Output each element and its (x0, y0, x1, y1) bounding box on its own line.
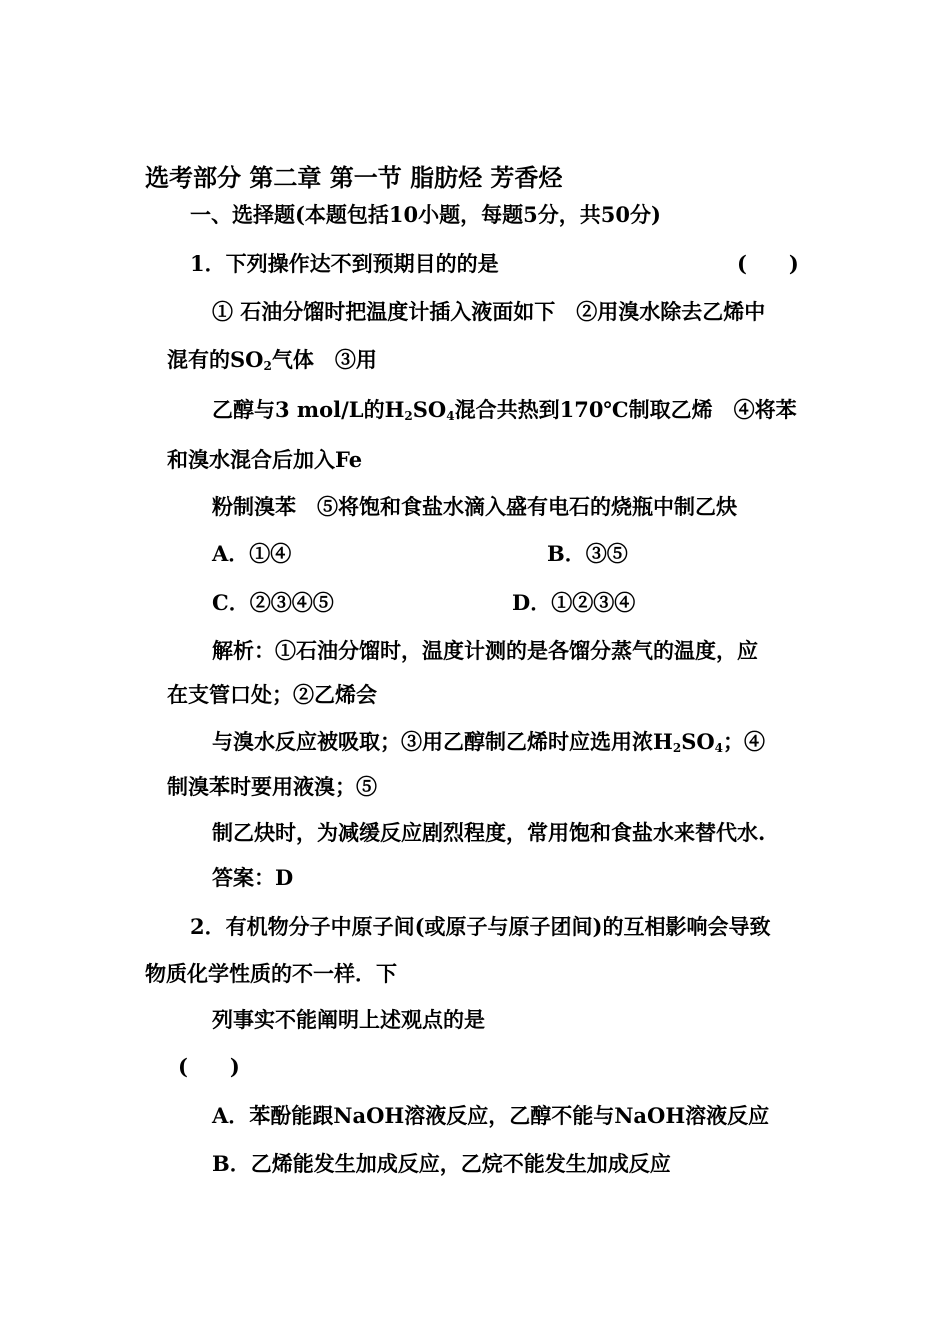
q1-line-3: 乙醇与3 mol/L的$H_2SO_4$混合共热到170℃制取乙烯 ④将苯 (212, 397, 797, 423)
q2-option-b: B．乙烯能发生加成反应，乙烷不能发生加成反应 (212, 1151, 671, 1176)
q1-explanation-5: 制乙炔时，为减缓反应剧烈程度，常用饱和食盐水来替代水. (212, 820, 766, 845)
section-heading: 一、选择题(本题包括10小题，每题5分，共50分) (190, 202, 661, 227)
q1-option-c: C．②③④⑤ (212, 590, 334, 615)
q1-line-2: 混有的$SO_2$气体 ③用 (167, 347, 377, 373)
q1-option-d: D．①②③④ (512, 590, 636, 615)
q1-explanation-2: 在支管口处；②乙烯会 (167, 682, 377, 707)
q2-option-a: A．苯酚能跟NaOH溶液反应，乙醇不能与NaOH溶液反应 (212, 1103, 770, 1128)
q1-line-1: ① 石油分馏时把温度计插入液面如下 ②用溴水除去乙烯中 (212, 299, 766, 324)
q1-answer-bracket: ( ) (737, 251, 799, 276)
q2-line-3: 列事实不能阐明上述观点的是 (212, 1007, 485, 1032)
q1-explanation-4: 制溴苯时要用液溴；⑤ (167, 774, 377, 799)
q1-line-5: 粉制溴苯 ⑤将饱和食盐水滴入盛有电石的烧瓶中制乙炔 (212, 494, 737, 519)
q1-explanation-3: 与溴水反应被吸取；③用乙醇制乙烯时应选用浓$H_2SO_4$；④ (212, 729, 766, 755)
q1-explanation-1: 解析：①石油分馏时，温度计测的是各馏分蒸气的温度，应 (212, 638, 758, 663)
q2-line-1: 2．有机物分子中原子间(或原子与原子团间)的互相影响会导致 (190, 914, 771, 939)
q1-line-4: 和溴水混合后加入Fe (167, 447, 363, 472)
page-title: 选考部分 第二章 第一节 脂肪烃 芳香烃 (145, 163, 563, 192)
q2-answer-bracket: ( ) (178, 1054, 240, 1079)
q1-stem: 1．下列操作达不到预期目的的是 (190, 251, 499, 276)
q1-answer: 答案：D (212, 865, 294, 890)
q2-line-2: 物质化学性质的不一样．下 (145, 961, 397, 986)
q1-option-a: A．①④ (212, 541, 292, 566)
q1-option-b: B．③⑤ (547, 541, 628, 566)
